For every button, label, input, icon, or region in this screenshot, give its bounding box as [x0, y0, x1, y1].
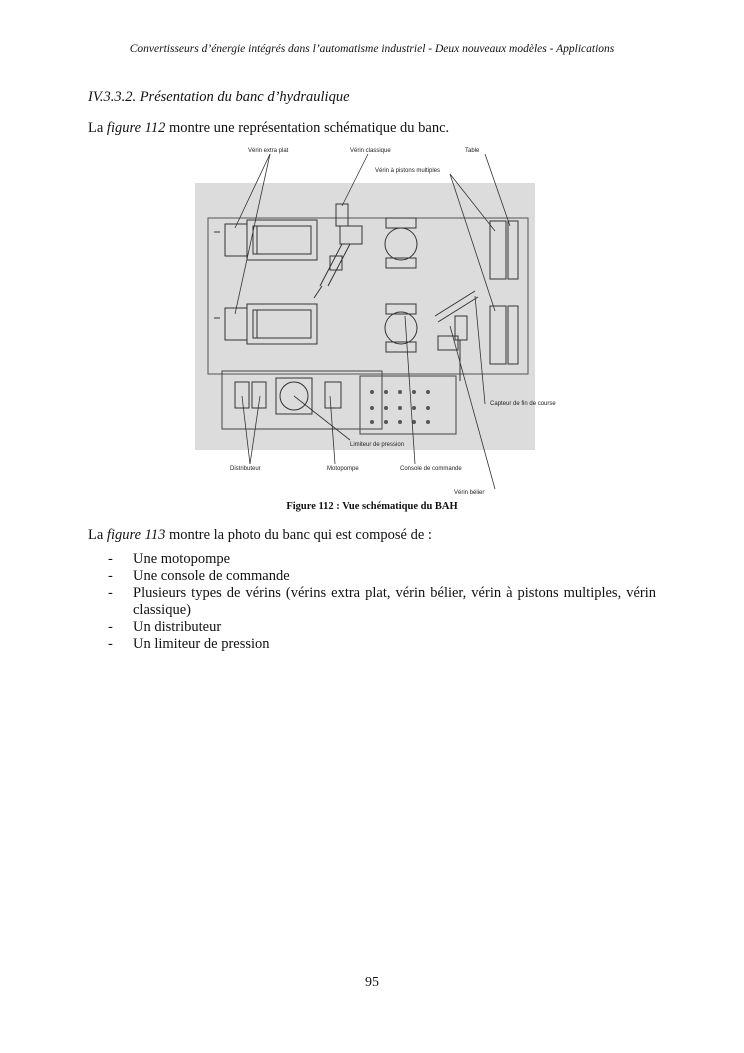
label-table: Table: [465, 148, 480, 154]
drawing-background: [195, 183, 535, 450]
list-item-text: Un distributeur: [133, 619, 222, 635]
component-list: [108, 551, 656, 653]
label-motor-pump: Motopompe: [327, 466, 359, 472]
list-item: - Un limiteur de pression: [108, 636, 270, 652]
para2-suffix: montre la photo du banc qui est composé de :: [165, 527, 432, 543]
list-item: - Une motopompe: [108, 551, 231, 567]
label-distributor: Distributeur: [230, 466, 261, 472]
label-pressure-limiter: Limiteur de pression: [350, 442, 405, 448]
figure-112-ref: figure 112: [106, 120, 166, 136]
label-classic-cylinder: Vérin classique: [350, 148, 391, 154]
para2-prefix: La: [88, 527, 107, 543]
list-item: - Une console de commande: [108, 568, 290, 584]
figure-caption: Figure 112 : Vue schématique du BAH: [286, 501, 458, 512]
label-ram-cylinder: Vérin bélier: [454, 490, 485, 496]
running-header: Convertisseurs d’énergie intégrés dans l’automatisme industriel - Deux nouveaux modèles - Applications: [129, 43, 615, 55]
paragraph-figure-113: [88, 527, 432, 544]
para1-suffix: montre une représentation schématique du banc.: [165, 120, 450, 136]
list-item: - Plusieurs types de vérins (vérins extra plat, vérin bélier, vérin à pistons multiples, vérin classique): [108, 585, 656, 618]
figure-113-ref: figure 113: [106, 527, 166, 543]
page-number: 95: [365, 975, 379, 990]
para1-prefix: La: [88, 120, 107, 136]
label-end-sensor: Capteur de fin de course: [490, 401, 556, 407]
list-item-text: Une motopompe: [133, 551, 231, 567]
label-control-console: Console de commande: [400, 466, 462, 472]
list-item-text: Un limiteur de pression: [133, 636, 270, 652]
label-multi-piston-cylinder: Vérin à pistons multiples: [375, 168, 441, 174]
list-item-text: Une console de commande: [133, 568, 290, 584]
section-title: IV.3.3.2. Présentation du banc d’hydraulique: [88, 89, 350, 105]
label-extra-flat-cylinder: Vérin extra plat: [248, 148, 289, 154]
list-item: - Un distributeur: [108, 619, 222, 635]
bench-schematic-figure: [190, 146, 560, 496]
list-item-text: Plusieurs types de vérins (vérins extra plat, vérin bélier, vérin à pistons multiples, vérin classique): [133, 585, 656, 618]
bench-schematic-drawing: [190, 146, 560, 496]
paragraph-figure-112: [88, 120, 449, 137]
